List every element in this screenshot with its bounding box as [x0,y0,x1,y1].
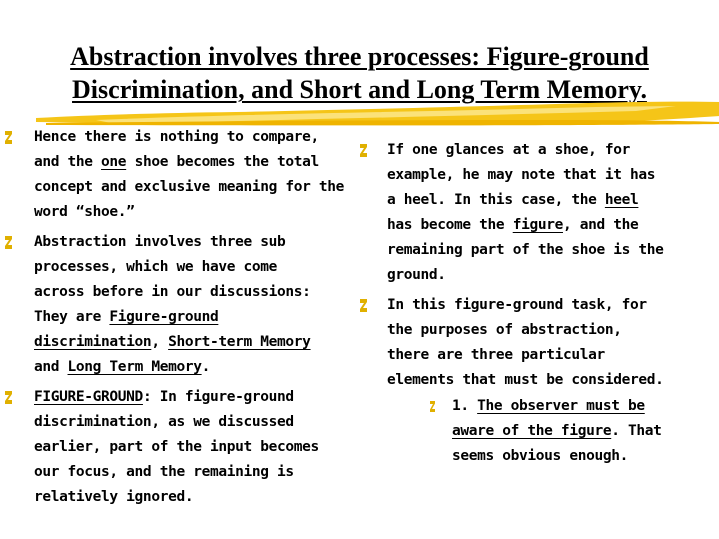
text-line: a heel. In this case, the heel [387,192,639,208]
bullet-three-sub-processes [0,230,370,380]
bullet-z-icon [359,299,368,312]
text-line: They are Figure-ground [34,309,219,325]
underlined-long-term-memory: Long Term Memory [67,359,202,375]
bullet-z-icon [4,391,13,404]
title-line-1: Abstraction involves three processes: Figure-ground [70,42,649,71]
text-line: there are three particular [387,347,605,363]
text-line: In this figure-ground task, for [387,297,647,313]
text-line: Abstraction involves three sub [34,234,286,250]
underlined-short-term-memory: Short-term Memory [168,334,311,350]
text-line: Hence there is nothing to compare, [34,129,319,145]
bullet-figure-ground-task [354,293,719,469]
underlined-figure: figure [512,217,563,233]
title-line-2: Discrimination, and Short and Long Term Memory. [72,75,647,104]
text-line: seems obvious enough. [452,448,628,464]
underlined-figure-ground: Figure-ground [109,309,219,325]
text-line: the purposes of abstraction, [387,322,622,338]
underlined-discrimination: discrimination [34,334,152,350]
text-line: processes, which we have come [34,259,278,275]
sub-bullet-z-icon [429,401,436,412]
text-line: remaining part of the shoe is the [387,242,664,258]
bullet-nothing-to-compare [0,125,370,225]
left-column [0,125,370,515]
underlined-heel: heel [604,192,639,208]
text-line: concept and exclusive meaning for the [34,179,345,195]
text-line: and the one shoe becomes the total [34,154,319,170]
sub-bullet-observer-aware [387,394,719,469]
text-line: elements that must be considered. [387,372,664,388]
text-line: FIGURE-GROUND: In figure-ground [34,389,294,405]
bullet-z-icon [4,236,13,249]
underlined-aware-of-figure: aware of the figure [452,423,612,439]
text-line: If one glances at a shoe, for [387,142,631,158]
bullet-z-icon [359,144,368,157]
text-line: ground. [387,267,446,283]
text-line: word “shoe.” [34,204,135,220]
bullet-glances-at-shoe [354,138,719,288]
text-line: across before in our discussions: [34,284,311,300]
underlined-figure-ground-caps: FIGURE-GROUND [34,389,143,405]
slide-title [0,40,719,106]
underlined-observer-must-be: The observer must be [477,398,645,414]
underlined-one: one [101,154,127,170]
text-line: discrimination, as we discussed [34,414,294,430]
bullet-z-icon [4,131,13,144]
text-line: has become the figure, and the [387,217,639,233]
text-line: earlier, part of the input becomes [34,439,319,455]
text-line: 1. The observer must be [452,398,645,414]
text-line: relatively ignored. [34,489,194,505]
right-column [354,138,719,474]
bullet-figure-ground [0,385,370,510]
text-line: and Long Term Memory. [34,359,210,375]
text-line: example, he may note that it has [387,167,656,183]
text-line: discrimination, Short-term Memory [34,334,311,350]
text-line: our focus, and the remaining is [34,464,294,480]
text-line: aware of the figure. That [452,423,662,439]
